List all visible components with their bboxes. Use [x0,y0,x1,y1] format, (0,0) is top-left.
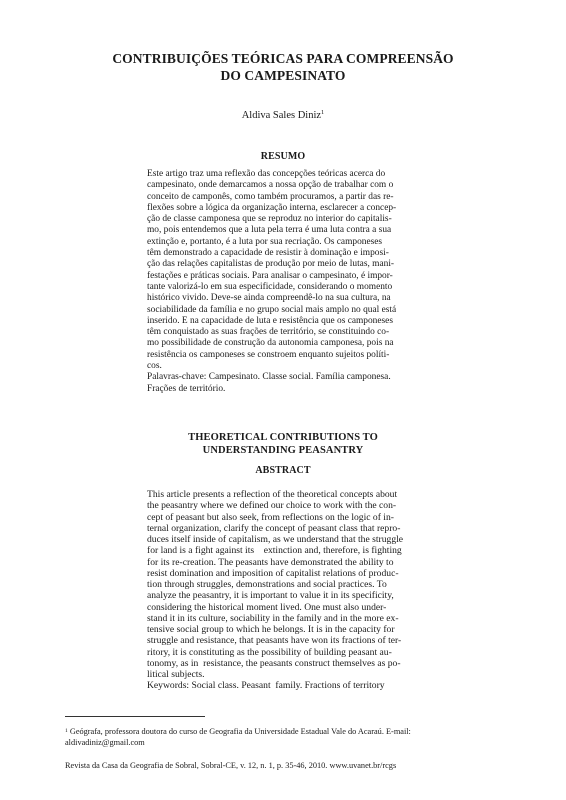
footnote-email: aldivadiniz@gmail.com [65,738,145,747]
resumo-keywords: Palavras-chave: Campesinato. Classe social. Família camponesa. [147,372,391,383]
resumo-keywords: Frações de território. [147,383,226,394]
resumo-line: ção das relações capitalistas de produção por meio de lutas, mani- [147,259,395,270]
abstract-line: litical subjects. [147,669,205,680]
abstract-line: stand it in its culture, sociability in the family and in the more ex- [147,612,399,624]
english-title-line-2: UNDERSTANDING PEASANTRY [202,445,364,456]
resumo-line: inserido. É na capacidade de luta e resistência que os camponeses [147,315,393,326]
resumo-line: resistência os camponeses se constroem enquanto sujeitos políti- [147,349,390,360]
english-title [0,431,566,457]
footnote [65,726,465,748]
resumo-line: mo, pois entendemos que a luta pela terra é uma luta contra a sua [147,225,392,236]
abstract-line: considering the historical moment lived. One must also under- [147,601,387,613]
resumo-line: conceito de camponês, como também procuramos, a partir das re- [147,191,394,202]
author-line [0,110,566,121]
abstract-line: tensive social group to which he belongs. It is in the capacity for [147,624,395,635]
article-title [60,50,506,84]
resumo-line: festações e práticas sociais. Para analisar o campesinato, é impor- [147,270,393,281]
resumo-body [147,169,419,395]
footnote-text: Geógrafa, professora doutora do curso de Geografia da Universidade Estadual Vale do Acaraú. E-mail: [67,727,411,736]
resumo-line: Este artigo traz uma reflexão das concepções teóricas acerca do [147,169,386,179]
abstract-line: ternal organization, clarify the concept of peasant class that repro- [147,522,401,534]
abstract-line: for its re-creation. The peasants have demonstrated the ability to [147,556,394,568]
abstract-line: the peasantry where we defined our choice to work with the con- [147,500,397,512]
resumo-line: histórico vivido. Deve-se ainda compreendê-lo na sua cultura, na [147,293,391,304]
resumo-line: têm conquistado as suas frações de território, se constituindo co- [147,327,390,338]
resumo-line: campesinato, onde demarcamos a nossa opção de trabalhar com o [147,180,394,191]
resumo-line: ção de classe camponesa que se reproduz no interior do capitalis- [147,214,392,225]
article-title-line-2: DO CAMPESINATO [220,68,346,83]
abstract-line: tonomy, as in resistance, the peasants construct themselves as po- [147,657,401,669]
abstract-line: resist domination and imposition of capitalist relations of produc- [147,567,399,579]
abstract-line: duces itself inside of capitalism, as we understand that the struggle [147,534,404,545]
author-name: Aldiva Sales Diniz [241,110,322,121]
resumo-line: cos. [147,361,162,372]
running-footer: Revista da Casa da Geografia de Sobral, Sobral-CE, v. 12, n. 1, p. 35-46, 2010. www.uvanet.br/rcgs [65,761,397,770]
resumo-line: tante valorizá-lo em sua especificidade, considerando o momento [147,281,393,292]
english-title-line-1: THEORETICAL CONTRIBUTIONS TO [188,432,378,443]
abstract-line: struggle and resistance, that peasants have won its fractions of ter- [147,635,402,647]
abstract-keywords: Keywords: Social class. Peasant family. Fractions of territory [147,680,385,692]
resumo-line: mo possibilidade de construção da autonomia camponesa, pois na [147,338,394,349]
abstract-line: for land is a fight against its extinction and, therefore, is fighting [147,545,402,557]
abstract-body [147,489,419,692]
footnote-line-1 [65,726,465,737]
abstract-line: ritory, it is constituting as the possibility of building peasant au- [147,646,392,658]
author-footnote-mark: 1 [321,109,325,116]
abstract-line: This article presents a reflection of the theoretical concepts about [147,489,398,500]
resumo-line: extinção e, portanto, é a luta por sua recriação. Os camponeses [147,236,383,247]
abstract-line: tion through struggles, demonstrations and social practices. To [147,579,387,590]
abstract-line: cept of peasant but also seek, from reflections on the logic of in- [147,511,394,523]
resumo-line: flexões sobre a lógica da organização interna, esclarecer a concep- [147,202,397,213]
resumo-line: sociabilidade da família e no grupo social mais amplo no qual está [147,304,397,315]
resumo-heading: RESUMO [260,151,306,162]
abstract-line: analyze the peasantry, it is important to value it in its specificity, [147,590,394,602]
footnote-mark: 1 [65,728,68,734]
resumo-line: têm demonstrado a capacidade de resistir à dominação e imposi- [147,248,389,259]
footnote-divider [65,716,205,717]
abstract-heading: ABSTRACT [255,465,311,476]
article-title-line-1: CONTRIBUIÇÕES TEÓRICAS PARA COMPREENSÃO [112,51,454,66]
